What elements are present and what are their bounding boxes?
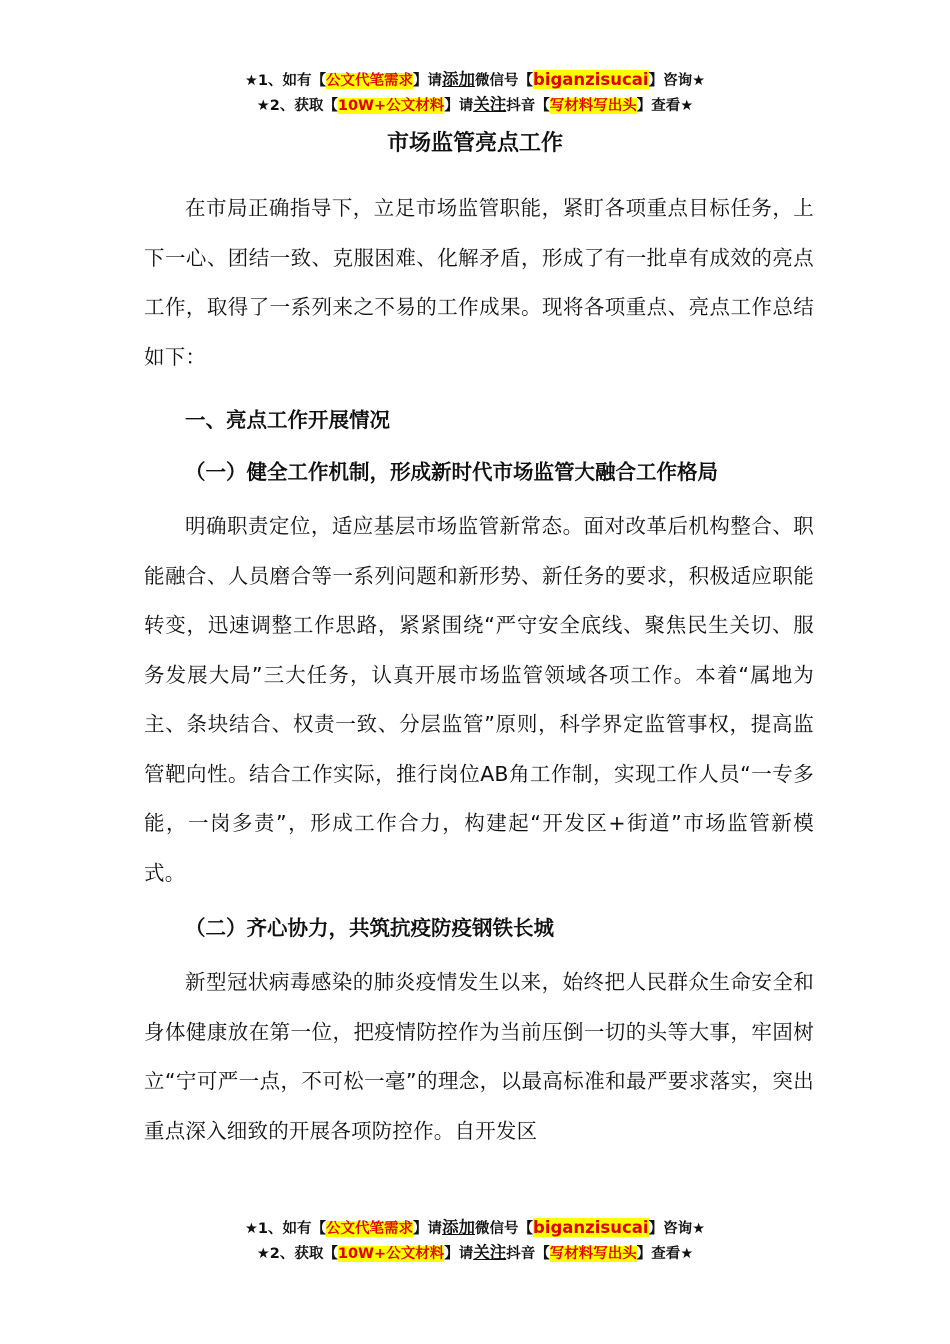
bottom-promo-banner (0, 1216, 950, 1266)
subsection-heading: （一）健全工作机制，形成新时代市场监管大融合工作格局 (185, 460, 718, 484)
promo-text: 】查看★ (636, 98, 694, 114)
promo-text: 】请 (444, 98, 474, 114)
document-title: 市场监管亮点工作 (386, 131, 563, 156)
promo-douyin-id: 写材料写出头 (549, 1246, 637, 1262)
promo-line-1 (0, 68, 950, 93)
promo-text: 微信号【 (475, 73, 534, 89)
promo-text: 】咨询★ (648, 73, 706, 89)
promo-text: ★2、获取【 (256, 1246, 338, 1262)
intro-paragraph: 在市局正确指导下，立足市场监管职能，紧盯各项重点目标任务，上下一心、团结一致、克服困难、化解矛盾，形成了有一批卓有成效的亮点工作，取得了一系列来之不易的工作成果。现将各项重点、亮点工作总结如下： (144, 196, 814, 369)
promo-text: ★1、如有【 (244, 1221, 327, 1237)
promo-text: 】请 (444, 1246, 474, 1262)
promo-text: 】请 (413, 1221, 443, 1237)
promo-underlined: 添加 (442, 1218, 476, 1237)
promo-line-2 (0, 1241, 950, 1266)
promo-highlight: 10W+公文材料 (337, 98, 445, 114)
top-promo-banner (0, 68, 950, 118)
promo-underlined: 添加 (442, 70, 476, 89)
promo-text: 微信号【 (475, 1221, 534, 1237)
body-paragraph: 新型冠状病毒感染的肺炎疫情发生以来，始终把人民群众生命安全和身体健康放在第一位，把疫情防控作为当前压倒一切的头等大事，牢固树立“宁可严一点，不可松一毫”的理念，以最高标准和最严要求落实，突出重点深入细致的开展各项防控作。自开发区 (144, 970, 814, 1143)
document-body (144, 184, 814, 1156)
promo-text: 抖音【 (506, 1246, 550, 1262)
promo-line-2 (0, 93, 950, 118)
promo-wechat-id: biganzisucai (533, 1218, 649, 1237)
promo-text: ★2、获取【 (256, 98, 338, 114)
promo-underlined: 关注 (473, 95, 507, 114)
promo-text: 抖音【 (506, 98, 550, 114)
promo-text: 】请 (413, 73, 443, 89)
promo-text: 】咨询★ (648, 1221, 706, 1237)
body-paragraph: 明确职责定位，适应基层市场监管新常态。面对改革后机构整合、职能融合、人员磨合等一系列问题和新形势、新任务的要求，积极适应职能转变，迅速调整工作思路，紧紧围绕“严守安全底线、聚焦民生关切、服务发展大局”三大任务，认真开展市场监管领域各项工作。本着“属地为主、条块结合、权责一致、分层监管”原则，科学界定监管事权，提高监管靶向性。结合工作实际，推行岗位AB角工作制，实现工作人员“一专多能，一岗多责”，形成工作合力，构建起“开发区+街道”市场监管新模式。 (144, 514, 814, 885)
promo-highlight: 公文代笔需求 (326, 73, 414, 89)
promo-wechat-id: biganzisucai (533, 70, 649, 89)
promo-highlight: 10W+公文材料 (337, 1246, 445, 1262)
promo-text: 】查看★ (636, 1246, 694, 1262)
promo-highlight: 公文代笔需求 (326, 1221, 414, 1237)
subsection-heading: （二）齐心协力，共筑抗疫防疫钢铁长城 (185, 916, 554, 940)
promo-underlined: 关注 (473, 1243, 507, 1262)
promo-douyin-id: 写材料写出头 (549, 98, 637, 114)
promo-line-1 (0, 1216, 950, 1241)
section-heading: 一、亮点工作开展情况 (185, 408, 390, 432)
promo-text: ★1、如有【 (244, 73, 327, 89)
